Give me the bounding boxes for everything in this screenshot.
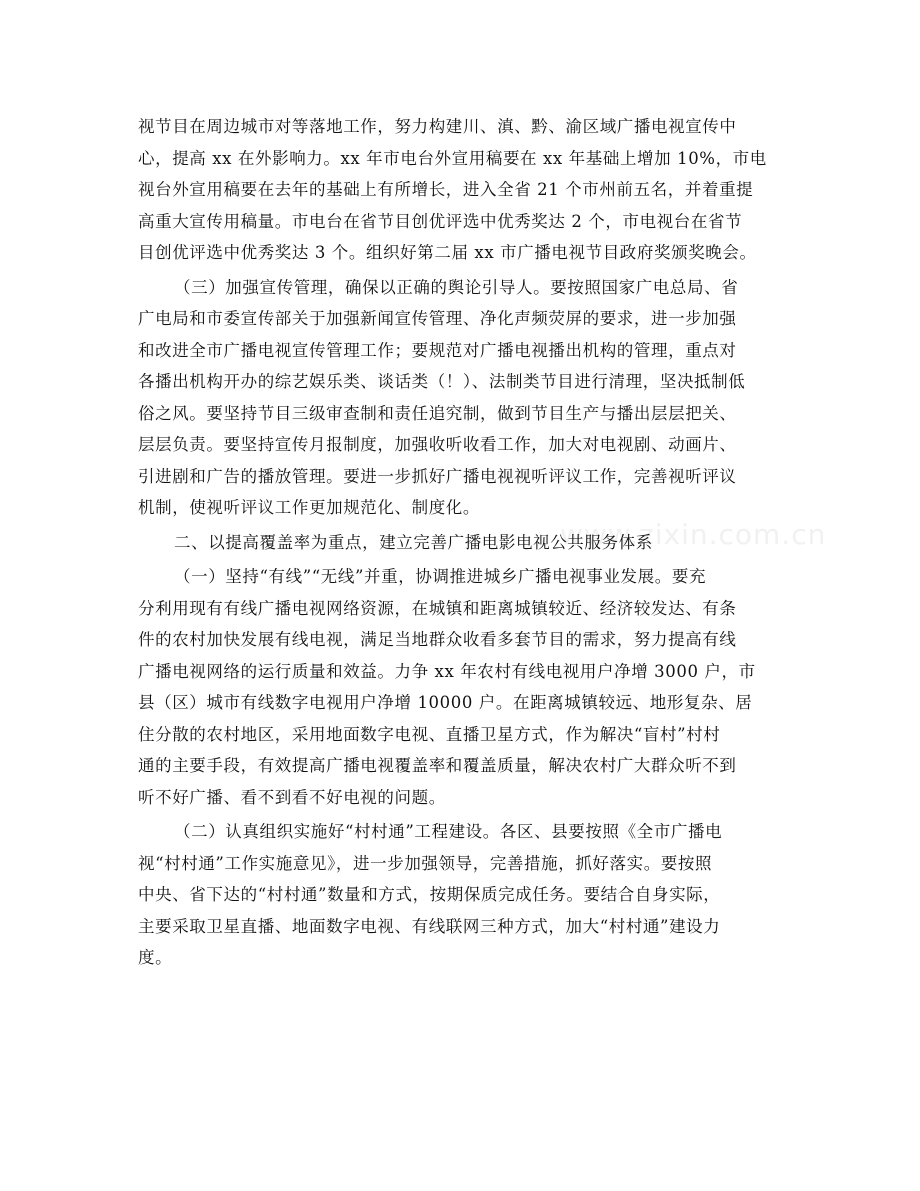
text-line: 住分散的农村地区，采用地面数字电视、直播卫星方式，作为解决“盲村”村村 [138, 724, 721, 744]
paragraph-item-1 [138, 561, 786, 813]
text-line: 机制，使视听评议工作更加规范化、制度化。 [138, 498, 480, 517]
text-line: 各播出机构开办的综艺娱乐类、谈话类（！）、法制类节目进行清理，坚决抵制低 [138, 372, 746, 391]
text-line: 视节目在周边城市对等落地工作，努力构建川、滇、黔、渝区域广播电视宣传中 [138, 117, 737, 136]
text-line: 通的主要手段，有效提高广播电视覆盖率和覆盖质量，解决农村广大群众听不到 [138, 756, 737, 775]
text-line: （二）认真组织实施好“村村通”工程建设。各区、县要按照《全市广播电 [174, 822, 723, 841]
text-line: 和改进全市广播电视宣传管理工作；要规范对广播电视播出机构的管理，重点对 [138, 340, 737, 360]
text-line: 高重大宣传用稿量。市电台在省节目创优评选中优秀奖达 2 个，市电视台在省节 [138, 211, 743, 231]
text-line: 广播电视网络的运行质量和效益。力争 xx 年农村有线电视用户净增 3000 户，市 [138, 661, 756, 681]
text-line: 心，提高 xx 在外影响力。xx 年市电台外宣用稿要在 xx 年基础上增加 10%，市电 [138, 148, 767, 168]
text-line: 中央、省下达的“村村通”数量和方式，按期保质完成任务。要结合自身实际， [138, 885, 721, 904]
text-line: 分利用现有有线广播电视网络资源，在城镇和距离城镇较近、经济较发达、有条 [138, 598, 737, 618]
text-line: 件的农村加快发展有线电视，满足当地群众收看多套节目的需求，努力提高有线 [138, 630, 737, 649]
text-line: 视台外宣用稿要在去年的基础上有所增长，进入全省 21 个市州前五名，并着重提 [138, 180, 754, 199]
text-line: 主要采取卫星直播、地面数字电视、有线联网三种方式，加大“村村通”建设力 [138, 916, 721, 936]
paragraph-item-2 [138, 816, 786, 974]
text-line: 视“村村通”工作实施意见》，进一步加强领导，完善措施，抓好落实。要按照 [138, 853, 713, 873]
text-line: 广电局和市委宣传部关于加强新闻宣传管理、净化声频荧屏的要求，进一步加强 [138, 309, 737, 328]
text-line: 俗之风。要坚持节目三级审查制和责任追究制，做到节目生产与播出层层把关、 [138, 403, 737, 423]
paragraph-section-3 [138, 272, 786, 524]
text-line: （一）坚持“有线”“无线”并重，协调推进城乡广播电视事业发展。要充 [174, 567, 707, 586]
paragraph-continuation [138, 111, 786, 269]
watermark-text: www.zixin.com.cn [560, 518, 827, 551]
text-line: 目创优评选中优秀奖达 3 个。组织好第二届 xx 市广播电视节目政府奖颁奖晚会。 [138, 243, 757, 262]
text-line: 引进剧和广告的播放管理。要进一步抓好广播电视视听评议工作，完善视听评议 [138, 466, 737, 486]
document-body [138, 111, 786, 974]
text-line: 县（区）城市有线数字电视用户净增 10000 户。在距离城镇较远、地形复杂、居 [138, 693, 753, 712]
text-line: （三）加强宣传管理，确保以正确的舆论引导人。要按照国家广电总局、省 [174, 277, 739, 297]
section-heading [138, 527, 786, 559]
heading-text: 二、以提高覆盖率为重点，建立完善广播电影电视公共服务体系 [174, 532, 653, 552]
text-line: 度。 [138, 948, 173, 967]
text-line: 听不好广播、看不到看不好电视的问题。 [138, 787, 446, 807]
text-line: 层层负责。要坚持宣传月报制度，加强收听收看工作，加大对电视剧、动画片、 [138, 435, 737, 454]
